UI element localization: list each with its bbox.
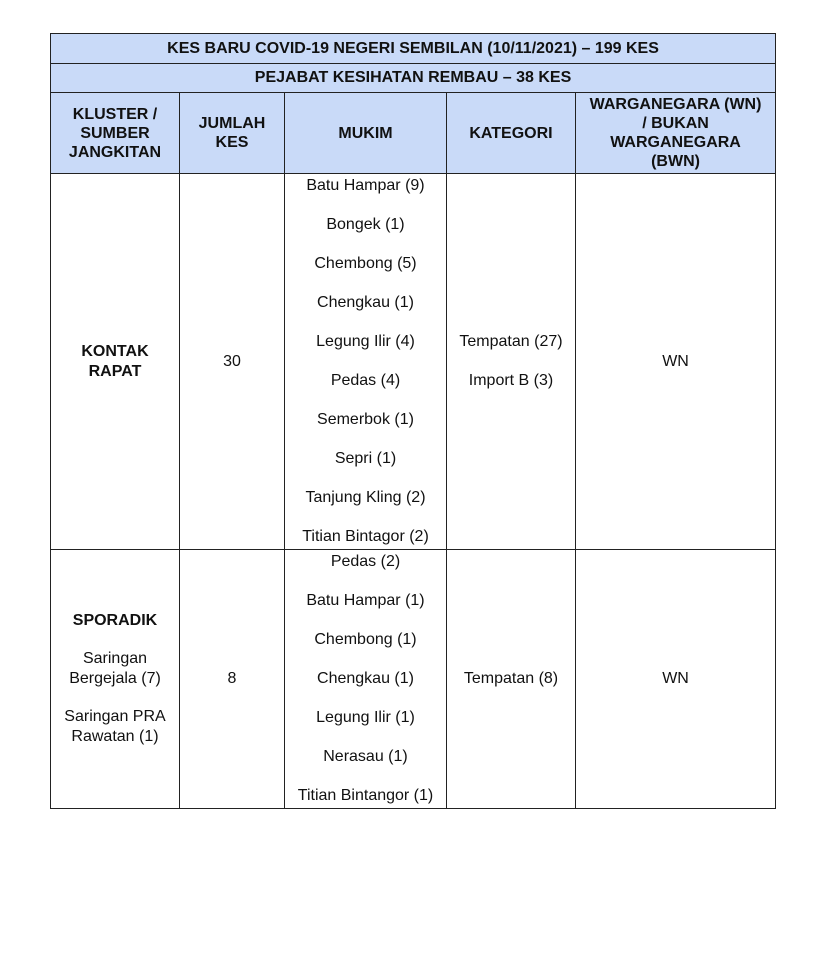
header-kluster-line: SUMBER	[80, 124, 150, 142]
header-kluster-line: JANGKITAN	[68, 143, 162, 161]
mukim-item: Chembong (1)	[314, 631, 417, 648]
mukim-item: Titian Bintangor (1)	[297, 787, 434, 804]
kluster-cell	[51, 550, 180, 809]
warganegara-cell: WN	[576, 550, 776, 809]
header-warganegara	[576, 93, 776, 174]
mukim-item: Batu Hampar (9)	[306, 177, 425, 194]
header-jumlah-line: JUMLAH	[198, 115, 266, 132]
mukim-item: Pedas (2)	[330, 553, 401, 570]
kluster-title: SPORADIK	[72, 612, 158, 629]
table-row-sporadik	[51, 550, 776, 809]
jumlah-cell: 30	[180, 174, 285, 550]
kluster-cell	[51, 174, 180, 550]
mukim-item: Pedas (4)	[330, 372, 401, 389]
mukim-item: Semerbok (1)	[317, 411, 414, 428]
kategori-item: Tempatan (27)	[459, 333, 563, 350]
mukim-item: Chengkau (1)	[317, 294, 414, 311]
kategori-item: Import B (3)	[468, 372, 554, 389]
header-mukim: MUKIM	[285, 93, 447, 174]
header-warganegara-line: (BWN)	[651, 153, 700, 170]
mukim-item: Legung Ilir (1)	[316, 709, 415, 726]
kluster-title-line: KONTAK	[81, 342, 149, 360]
kluster-sub-line: Rawatan (1)	[71, 728, 159, 745]
header-warganegara-line: WARGANEGARA	[610, 134, 741, 151]
kluster-title-line: RAPAT	[88, 362, 142, 380]
header-row	[51, 93, 776, 174]
mukim-cell	[285, 174, 447, 550]
kategori-cell	[447, 174, 576, 550]
mukim-item: Nerasau (1)	[323, 748, 408, 765]
header-kluster	[51, 93, 180, 174]
kluster-sub-line: Saringan	[82, 650, 148, 667]
header-warganegara-line: WARGANEGARA (WN)	[589, 96, 762, 113]
table-title: KES BARU COVID-19 NEGERI SEMBILAN (10/11/2021) – 199 KES	[51, 34, 776, 64]
covid-cases-table	[50, 33, 776, 809]
mukim-item: Batu Hampar (1)	[306, 592, 425, 609]
mukim-item: Tanjung Kling (2)	[305, 489, 426, 506]
jumlah-cell: 8	[180, 550, 285, 809]
mukim-item: Chengkau (1)	[317, 670, 414, 687]
kluster-sub-line: Saringan PRA	[64, 708, 166, 725]
header-kluster-line: KLUSTER /	[72, 105, 158, 123]
mukim-item: Bongek (1)	[326, 216, 405, 233]
warganegara-cell: WN	[576, 174, 776, 550]
kategori-cell: Tempatan (8)	[447, 550, 576, 809]
header-kategori: KATEGORI	[447, 93, 576, 174]
table-subtitle: PEJABAT KESIHATAN REMBAU – 38 KES	[51, 64, 776, 93]
mukim-item: Sepri (1)	[334, 450, 397, 467]
kluster-sub-line: Bergejala (7)	[69, 670, 161, 687]
mukim-item: Legung Ilir (4)	[316, 333, 415, 350]
mukim-item: Chembong (5)	[314, 255, 417, 272]
header-warganegara-line: / BUKAN	[642, 115, 709, 132]
mukim-item: Titian Bintagor (2)	[302, 528, 429, 545]
header-jumlah-line: KES	[215, 134, 249, 151]
mukim-cell	[285, 550, 447, 809]
header-jumlah	[180, 93, 285, 174]
table-row-kontak-rapat	[51, 174, 776, 550]
